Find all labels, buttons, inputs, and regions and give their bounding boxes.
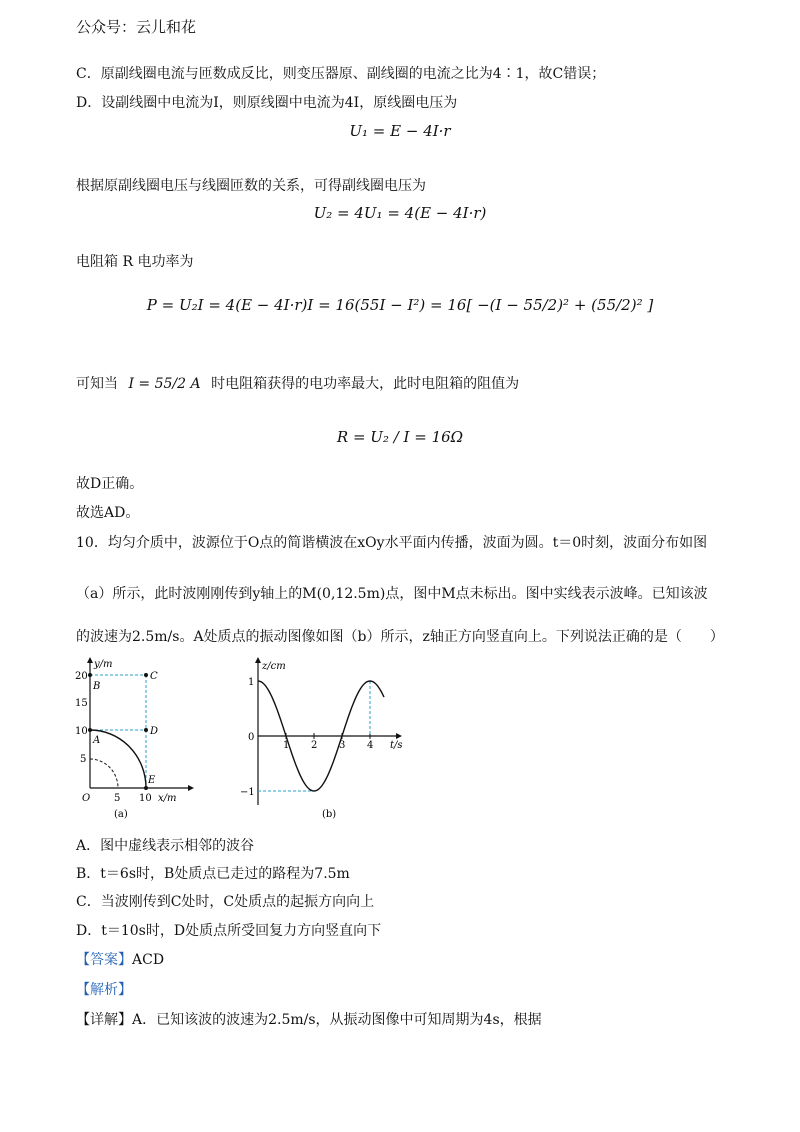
max-condition-prefix: 可知当 <box>76 376 118 392</box>
figure-b-z-arrow <box>255 657 261 663</box>
figure-b-t-tick-1: 1 <box>283 740 290 751</box>
figure-a-x-label: x/m <box>158 793 177 804</box>
answer-value: ACD <box>132 952 165 968</box>
question-10-line-2: （a）所示，此时波刚刚传到y轴上的M(0,12.5m)点，图中M点未标出。图中实线表示波峰。已知该波 <box>76 586 708 602</box>
figure-a-y-tick-20: 20 <box>75 671 88 682</box>
figure-a-dashed-arc <box>90 759 118 788</box>
answer-tag: 【答案】 <box>76 952 132 968</box>
detail-line <box>76 1010 542 1030</box>
option-d-conclusion: 故D正确。 <box>76 476 144 492</box>
figure-b-z-tick-0: 0 <box>248 732 255 743</box>
figure-b-z-tick-neg1: −1 <box>240 787 255 798</box>
answer-line <box>76 950 164 970</box>
power-intro-text: 电阻箱 R 电功率为 <box>76 254 194 270</box>
figure-a-caption: (a) <box>114 809 128 820</box>
option-b: B．t＝6s时，B处质点已走过的路程为7.5m <box>76 866 350 882</box>
figure-a-wave-diagram <box>70 655 200 825</box>
option-a: A．图中虚线表示相邻的波谷 <box>76 838 255 854</box>
figure-a-x-tick-origin: O <box>82 793 91 804</box>
option-c: C．当波刚传到C处时，C处质点的起振方向向上 <box>76 894 375 910</box>
figure-b-t-tick-2: 2 <box>311 740 318 751</box>
equation-u2: U₂ = 4U₁ = 4(E − 4I·r) <box>313 204 487 222</box>
figure-a-y-tick-10: 10 <box>75 726 88 737</box>
question-10-line-1: 10．均匀介质中，波源位于O点的简谐横波在xOy水平面内传播，波面为圆。t＝0时刻，波面分布如图 <box>76 535 708 551</box>
analysis-tag: 【解析】 <box>76 982 132 998</box>
figure-b-t-arrow <box>396 733 402 739</box>
figure-a-point-a <box>88 728 92 732</box>
question-10-line-3: 的波速为2.5m/s。A处质点的振动图像如图（b）所示，z轴正方向竖直向上。下列说法正确的是（ ） <box>76 629 724 645</box>
detail-text: A．已知该波的波速为2.5m/s，从振动图像中可知周期为4s，根据 <box>132 1012 542 1028</box>
option-d: D．t＝10s时，D处质点所受回复力方向竖直向下 <box>76 923 382 939</box>
figure-a-point-e <box>144 786 148 790</box>
figure-a-y-arrow <box>87 657 93 663</box>
detail-tag: 【详解】 <box>76 1012 132 1028</box>
max-condition-line <box>76 374 519 394</box>
equation-resistance: R = U₂ / I = 16Ω <box>336 428 464 446</box>
figure-b-z-label: z/cm <box>262 661 286 672</box>
answer-choice-previous: 故选AD。 <box>76 505 140 521</box>
figure-a-point-d <box>144 728 148 732</box>
equation-power: P = U₂I = 4(E − 4I·r)I = 16(55I − I²) = 16[ −(I − 55/2)² + (55/2)² ] <box>146 296 654 314</box>
figure-a-label-b: B <box>93 681 101 692</box>
figure-a-point-c <box>144 673 148 677</box>
figure-a-x-tick-5: 5 <box>114 793 121 804</box>
max-condition-equation: I = 55/2 A <box>128 376 201 392</box>
figure-b-t-tick-3: 3 <box>339 740 346 751</box>
figure-a-label-e: E <box>148 775 156 786</box>
figure-a-label-c: C <box>150 671 158 682</box>
figure-b-caption: (b) <box>322 809 337 820</box>
figure-a-y-tick-5: 5 <box>80 754 87 765</box>
figure-a-y-label: y/m <box>94 659 113 670</box>
figure-b-vibration-graph <box>240 655 420 825</box>
figure-a-label-a: A <box>93 735 101 746</box>
option-d-intro: D．设副线圈中电流为I，则原线圈中电流为4I，原线圈电压为 <box>76 95 458 111</box>
figure-b-t-label: t/s <box>390 740 403 751</box>
page-header-account: 公众号：云儿和花 <box>76 18 197 36</box>
figure-a-point-b <box>88 673 92 677</box>
analysis-line <box>76 980 132 1000</box>
equation-u1: U₁ = E − 4I·r <box>349 122 451 140</box>
figure-a-label-d: D <box>150 726 159 737</box>
option-c-explanation: C．原副线圈电流与匝数成反比，则变压器原、副线圈的电流之比为4∶1，故C错误； <box>76 66 606 82</box>
figure-a-x-arrow <box>188 785 194 791</box>
figure-a-x-tick-10: 10 <box>139 793 152 804</box>
figure-b-t-tick-4: 4 <box>367 740 374 751</box>
figure-b-z-tick-1: 1 <box>248 677 255 688</box>
max-condition-suffix: 时电阻箱获得的电功率最大，此时电阻箱的阻值为 <box>211 376 520 392</box>
voltage-relation-text: 根据原副线圈电压与线圈匝数的关系，可得副线圈电压为 <box>76 178 426 194</box>
figure-a-y-tick-15: 15 <box>75 698 88 709</box>
